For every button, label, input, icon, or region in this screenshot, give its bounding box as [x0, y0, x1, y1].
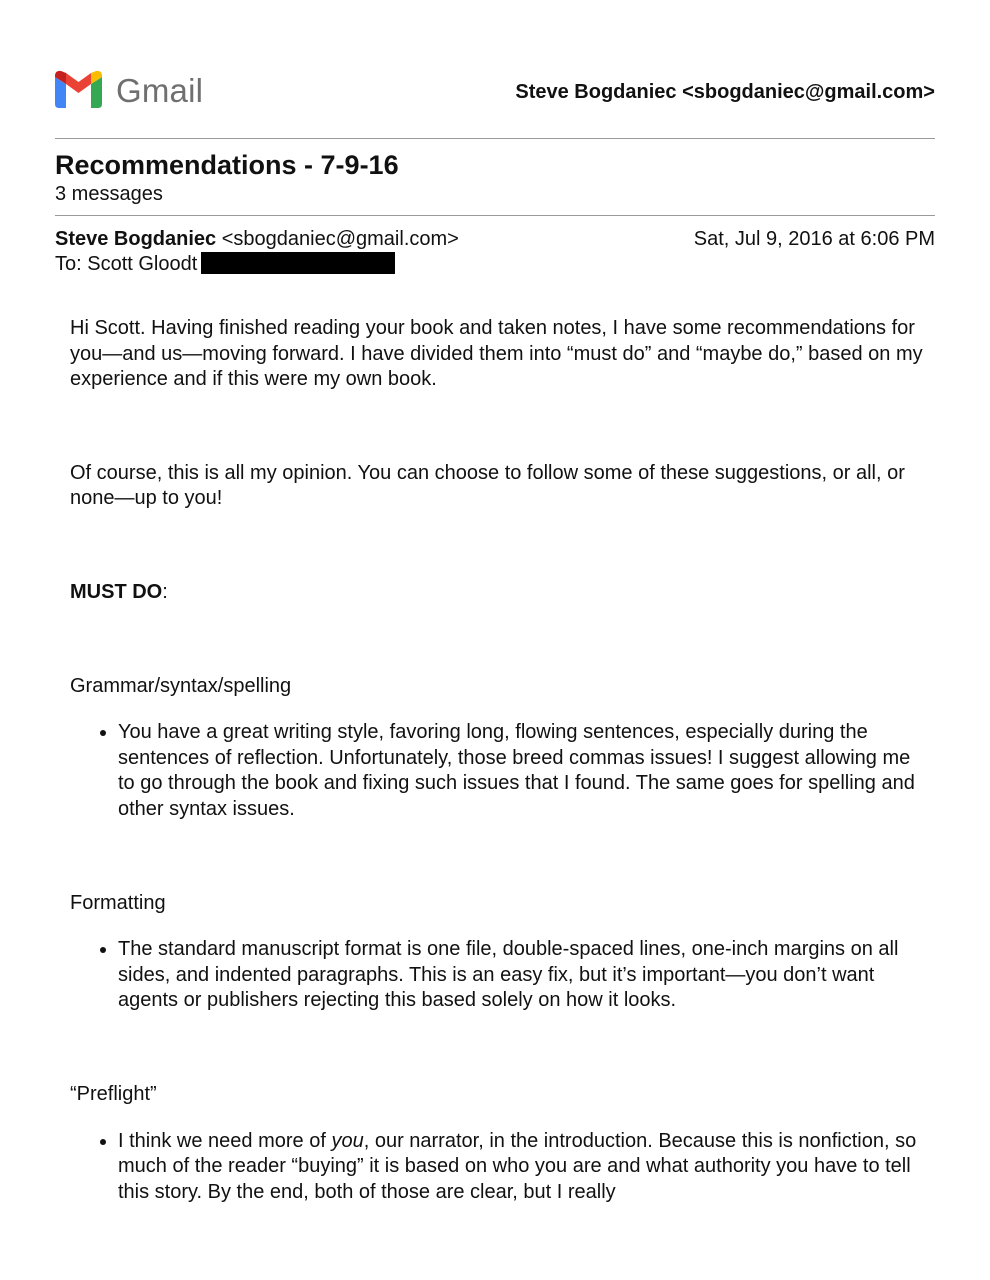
bullet-text-emphasis: you: [331, 1129, 364, 1152]
account-email: Steve Bogdaniec <sbogdaniec@gmail.com>: [515, 81, 935, 103]
opinion-paragraph: Of course, this is all my opinion. You can choose to follow some of these suggestions, or all, or none—up to you!: [70, 461, 905, 510]
thread-subject: Recommendations - 7-9-16: [55, 150, 399, 180]
section-heading-formatting: Formatting: [70, 891, 166, 914]
section-heading-preflight: “Preflight”: [70, 1082, 157, 1105]
bullet-item-grammar: • You have a great writing style, favoring long, flowing sentences, especially during the sentences of reflection. Unfortunately, those breed commas issues! I suggest allowing me to go through the book and fixing such issues that I found. The same goes for spelling and other syntax issues.: [118, 720, 930, 822]
intro-paragraph: Hi Scott. Having finished reading your book and taken notes, I have some recommendations for you—and us—moving forward. I have divided them into “must do” and “maybe do,” based on my experience and if this were my own book.: [70, 317, 923, 391]
sender-email: <sbogdaniec@gmail.com>: [221, 228, 459, 250]
must-do-colon: :: [162, 580, 168, 603]
message-count: 3 messages: [55, 183, 163, 205]
sender-name: Steve Bogdaniec: [55, 228, 217, 250]
recipient-line: [55, 252, 395, 276]
message-body: [70, 316, 930, 1205]
bullet-list-grammar: [70, 720, 930, 822]
bullet-item-preflight: [118, 1129, 930, 1206]
recipient-label: To: Scott Gloodt: [55, 253, 198, 275]
bullet-list-formatting: [70, 937, 930, 1014]
bullet-text-before: I think we need more of: [118, 1129, 332, 1152]
section-heading-grammar: Grammar/syntax/spelling: [70, 674, 292, 697]
bullet-text-after: , our narrator, in the introduction. Because this is nonfiction, so much of the reader “buying” it is based on who you are and what authority you have to tell this story. By the end, both of those are clear, but I really: [118, 1129, 917, 1203]
bullet-list-preflight: [70, 1129, 930, 1206]
message-date: Sat, Jul 9, 2016 at 6:06 PM: [693, 228, 935, 250]
header-divider: [55, 138, 935, 139]
gmail-wordmark: Gmail: [116, 72, 204, 109]
gmail-logo-icon: [55, 70, 102, 108]
redaction-box: [201, 252, 395, 274]
gmail-header: [55, 70, 935, 116]
must-do-label: MUST DO: [70, 580, 163, 603]
subject-divider: [55, 215, 935, 216]
bullet-item-formatting: • The standard manuscript format is one file, double-spaced lines, one-inch margins on all sides, and indented paragraphs. This is an easy fix, but it’s important—you don’t want agents or publishers rejecting this based solely on how it looks.: [118, 937, 930, 1014]
sender-line: [55, 227, 459, 251]
must-do-heading: [70, 580, 930, 606]
